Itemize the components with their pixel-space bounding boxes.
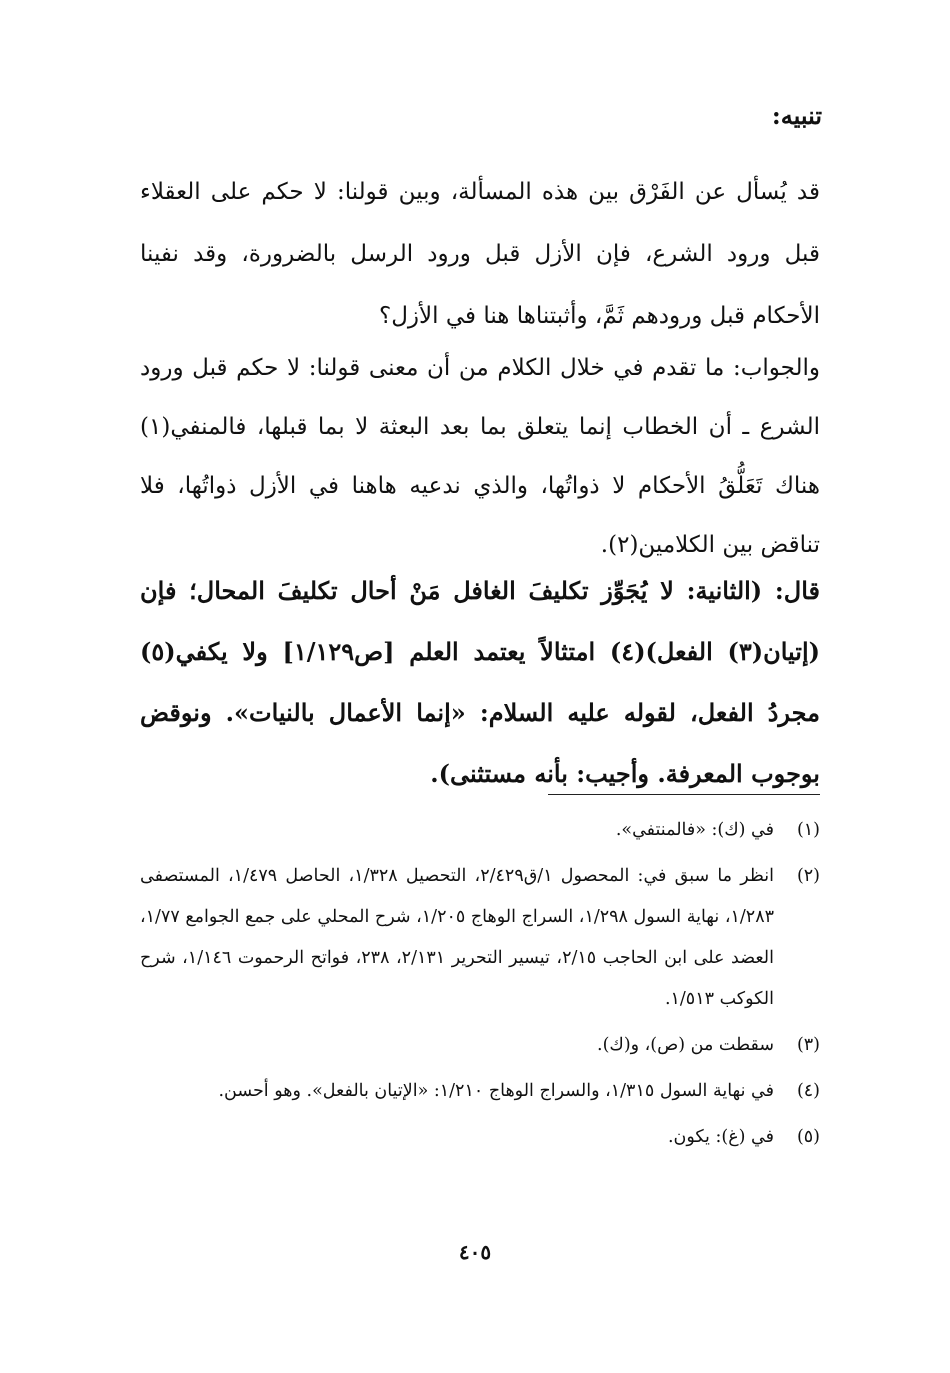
page-number: ٤٠٥ — [458, 1240, 492, 1264]
footnotes — [140, 810, 820, 1163]
footnote-text: انظر ما سبق في: المحصول ١/ق٢/٤٢٩، التحصيل ١/٣٢٨، الحاصل ١/٤٧٩، المستصفى ١/٢٨٣، نهاية السول ١/٢٩٨، السراج الوهاج ١/٢٠٥، شرح المحلي على جمع الجوامع ١/٧٧، العضد على ابن الحاجب ٢/١٥، تيسير التحرير ٢/١٣١، ٢٣٨، فواتح الرحموت ١/١٤٦، شرح الكوكب ١/٥١٣. — [140, 866, 775, 1009]
footnote-number: (٣) — [796, 1035, 820, 1055]
footnote-4 — [140, 1071, 820, 1112]
footnote-text: سقطت من (ص)، و(ك). — [597, 1035, 774, 1055]
footnote-number: (٢) — [796, 866, 820, 886]
footnote-1 — [140, 810, 820, 851]
footnote-text: في نهاية السول ١/٣١٥، والسراج الوهاج ١/٢١٠: «الإتيان بالفعل». وهو أحسن. — [218, 1081, 774, 1101]
footnote-text: في (ك): «فالمنتفي». — [615, 820, 774, 840]
footnote-5 — [140, 1117, 820, 1158]
footnote-number: (٤) — [796, 1081, 820, 1101]
section-heading: تنبيه: — [771, 101, 822, 130]
footnote-number: (١) — [796, 820, 820, 840]
footnote-divider — [548, 794, 820, 795]
matn-paragraph: قال: (الثانية: لا يُجَوِّز تكليفَ الغافل مَنْ أحال تكليفَ المحال؛ فإن (إتيان(٣) الفعل)(٤) امتثالاً يعتمد العلم [ص١/١٢٩] ولا يكفي(٥) مجردُ الفعل، لقوله عليه السلام: «إنما الأعمال بالنيات». ونوقض بوجوب المعرفة. وأجيب: بأنه مستثنى). — [140, 576, 821, 788]
footnote-2 — [140, 856, 820, 1020]
footnote-3 — [140, 1025, 820, 1066]
question-paragraph: قد يُسأل عن الفَرْق بين هذه المسألة، وبين قولنا: لا حكم على العقلاء قبل ورود الشرع، فإن الأزل قبل ورود الرسل بالضرورة، وقد نفينا الأحكام قبل ورودهم ثَمَّ، وأثبتناها هنا في الأزل؟ — [140, 179, 820, 329]
footnote-text: في (غ): يكون. — [667, 1127, 774, 1147]
footnote-number: (٥) — [796, 1127, 820, 1147]
answer-paragraph: والجواب: ما تقدم في خلال الكلام من أن معنى قولنا: لا حكم قبل ورود الشرع ـ أن الخطاب إنما يتعلق بما بعد البعثة لا بما قبلها، فالمنفي(١) هناك تَعَلُّقُ الأحكام لا ذواتُها، والذي ندعيه هاهنا في الأزل ذواتُها، فلا تناقض بين الكلامين(٢). — [140, 355, 820, 558]
